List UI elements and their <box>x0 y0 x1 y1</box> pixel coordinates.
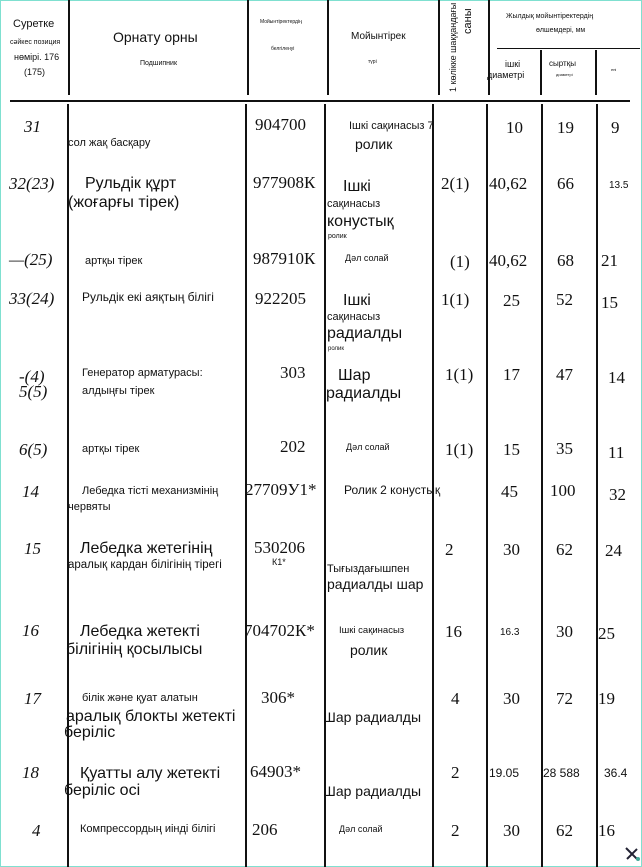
row-width: 16 <box>598 821 615 840</box>
row-code: 306* <box>261 688 295 707</box>
header-outer-1: сыртқы <box>549 59 576 68</box>
row-position: 33(24) <box>9 289 55 308</box>
row-type: Дәл солай <box>346 442 390 452</box>
row-width: 14 <box>608 368 625 387</box>
row-place: артқы тірек <box>85 255 143 267</box>
row-code: 904700 <box>255 115 306 134</box>
row-place: Генератор арматурасы: <box>82 367 203 379</box>
row-inner-diameter: 40,62 <box>489 251 528 270</box>
header-outer-2: диаметрі <box>556 72 573 77</box>
row-quantity: 2 <box>451 821 460 840</box>
row-inner-diameter: 45 <box>501 482 518 501</box>
row-type: Ішкі <box>343 178 371 195</box>
row-position: 4 <box>32 821 41 840</box>
column-divider <box>324 104 326 867</box>
header-place-sub: Подшипник <box>140 60 178 67</box>
row-type: Шар радиалды <box>323 783 422 799</box>
row-outer-diameter: 100 <box>550 481 576 500</box>
row-type: Ролик 2 конустық <box>344 483 441 497</box>
row-outer-diameter: 68 <box>557 251 574 270</box>
header-type-sub: түрі <box>368 59 377 65</box>
row-place: Компрессордың иінді білігі <box>80 823 216 835</box>
row-outer-diameter: 52 <box>556 290 573 309</box>
row-quantity: 2(1) <box>441 174 470 193</box>
row-outer-diameter: 30 <box>556 622 573 641</box>
row-outer-diameter: 28 588 <box>543 766 580 780</box>
row-width: 11 <box>608 443 625 462</box>
row-position: 18 <box>22 763 39 782</box>
row-inner-diameter: 25 <box>503 291 520 310</box>
row-quantity: 2 <box>451 763 460 782</box>
row-inner-diameter: 10 <box>506 118 523 137</box>
row-outer-diameter: 19 <box>557 118 574 137</box>
column-divider <box>486 104 488 867</box>
row-place: Қуатты алу жетекті <box>80 765 221 782</box>
row-position: —(25) <box>9 250 53 269</box>
header-position-sub: сәйкес позиция <box>10 39 61 46</box>
row-type-2: ролик <box>350 642 388 658</box>
row-quantity: 1(1) <box>445 440 474 459</box>
row-outer-diameter: 66 <box>557 174 574 193</box>
row-type-2: радиалды шар <box>327 576 424 592</box>
row-place: Лебедка жетегінің <box>80 540 213 557</box>
row-code: 987910К <box>253 249 316 268</box>
row-place: сол жақ басқару <box>68 137 151 149</box>
row-width: 15 <box>601 293 618 312</box>
row-type-2: сақинасыз <box>327 198 381 210</box>
row-width: 13.5 <box>609 180 629 191</box>
row-inner-diameter: 30 <box>503 540 520 559</box>
row-quantity: 1(1) <box>445 365 474 384</box>
row-inner-diameter: 30 <box>503 821 520 840</box>
row-place: Лебедка тісті механизмінің <box>82 485 219 497</box>
column-divider <box>327 0 329 95</box>
row-place: Рульдік құрт <box>85 175 177 192</box>
tools-icon[interactable] <box>624 846 640 865</box>
row-outer-diameter: 62 <box>556 540 573 559</box>
row-position: 16 <box>22 621 39 640</box>
row-width: 25 <box>598 624 615 643</box>
row-position: 32(23) <box>9 174 55 193</box>
header-qty-vertical: 1 көлікке шаққандағы <box>448 2 458 92</box>
row-position: -(4) <box>19 367 45 386</box>
row-place-2: аралық кардан білігінің тірегі <box>68 559 222 571</box>
row-outer-diameter: 62 <box>556 821 573 840</box>
row-quantity: (1) <box>450 252 470 271</box>
row-width: 24 <box>605 541 622 560</box>
header-width: ені <box>611 67 617 72</box>
header-designation-1: Мойынтіректердің <box>260 19 302 25</box>
row-inner-diameter: 15 <box>503 440 520 459</box>
row-place: артқы тірек <box>82 443 140 455</box>
header-inner-2: диаметрі <box>487 70 525 80</box>
row-width: 36.4 <box>604 766 628 780</box>
row-code: 202 <box>280 437 306 456</box>
row-type: Дәл солай <box>345 253 389 263</box>
row-type-4: ролик <box>328 346 345 352</box>
row-inner-diameter: 40,62 <box>489 174 528 193</box>
row-quantity: 2 <box>445 540 454 559</box>
header-place-title: Орнату орны <box>113 29 198 45</box>
row-code-2: К1* <box>272 557 286 567</box>
row-position: 14 <box>22 482 39 501</box>
row-width: 32 <box>609 485 626 504</box>
row-place: білік және қуат алатын <box>82 692 198 704</box>
row-type-3: конустық <box>327 213 394 230</box>
row-width: 19 <box>598 689 615 708</box>
row-width: 21 <box>601 251 618 270</box>
row-code: 303 <box>280 363 306 382</box>
header-position-title: Суретке <box>13 18 55 30</box>
row-position-2: 5(5) <box>19 382 48 401</box>
row-place: Лебедка жетекті <box>80 623 200 640</box>
row-position: 6(5) <box>19 440 48 459</box>
row-code: 704702К* <box>244 621 315 640</box>
row-place-2: аралық блокты жетекті <box>66 708 236 725</box>
row-place-2: (жоғарғы тірек) <box>68 194 180 211</box>
dims-subheader-rule <box>497 48 640 49</box>
row-place-2: білігінің қосылысы <box>66 641 203 658</box>
row-type: Ішкі <box>343 292 371 309</box>
row-inner-diameter: 17 <box>503 365 520 384</box>
row-code: 206 <box>252 820 278 839</box>
column-divider <box>438 0 440 95</box>
row-code: 977908К <box>253 173 316 192</box>
row-place: Рульдік екі аяқтың білігі <box>82 290 214 304</box>
column-divider <box>540 50 542 95</box>
row-position: 15 <box>24 539 41 558</box>
row-place-3: беріліс <box>64 724 116 741</box>
row-quantity: 1(1) <box>441 290 470 309</box>
row-place-2: алдыңғы тірек <box>82 385 155 397</box>
row-quantity: 4 <box>451 689 460 708</box>
column-divider <box>68 0 70 95</box>
row-type-4: ролик <box>328 233 347 240</box>
header-inner-1: ішкі <box>505 59 521 69</box>
header-position-alt: (175) <box>24 67 46 77</box>
row-code: 922205 <box>255 289 306 308</box>
row-place-2: червяты <box>68 501 111 513</box>
header-dims-title: Жылдық мойынтіректердің <box>506 13 594 20</box>
row-position: 17 <box>24 689 41 708</box>
header-type-title: Мойынтірек <box>351 31 406 42</box>
row-type: Дәл солай <box>339 824 383 834</box>
row-code: 530206 <box>254 538 305 557</box>
header-position-number: нөмірі. 176 <box>14 52 60 62</box>
row-type-3: радиалды <box>327 325 403 342</box>
row-type-2: ролик <box>355 136 393 152</box>
header-designation-2: белгіленуі <box>271 46 295 52</box>
row-quantity: 16 <box>445 622 462 641</box>
column-divider <box>595 50 597 95</box>
row-type: Тығыздағышпен <box>327 563 410 575</box>
row-type: Шар радиалды <box>323 709 422 725</box>
row-inner-diameter: 19.05 <box>489 766 520 780</box>
row-position: 31 <box>24 117 41 136</box>
header-dims-sub: өлшемдері, мм <box>536 27 586 34</box>
row-type-2: сақинасыз <box>327 311 381 323</box>
row-type: Шар <box>338 367 371 384</box>
row-inner-diameter: 16.3 <box>500 627 520 638</box>
header-qty-label: саны <box>462 8 474 34</box>
row-code: 64903* <box>250 762 301 781</box>
row-outer-diameter: 35 <box>556 439 573 458</box>
header-rule <box>10 100 630 102</box>
row-outer-diameter: 72 <box>556 689 573 708</box>
row-type-2: радиалды <box>326 385 402 402</box>
row-inner-diameter: 30 <box>503 689 520 708</box>
column-divider <box>247 0 249 95</box>
row-width: 9 <box>611 118 620 137</box>
column-divider <box>541 104 543 867</box>
column-divider <box>67 104 69 867</box>
row-code: 27709У1* <box>245 480 317 499</box>
row-place-2: беріліс осі <box>64 782 141 799</box>
row-type: Ішкі сақинасыз 7 <box>349 120 434 132</box>
column-divider <box>596 104 598 867</box>
row-outer-diameter: 47 <box>556 365 573 384</box>
row-type: Ішкі сақинасыз <box>339 625 405 636</box>
